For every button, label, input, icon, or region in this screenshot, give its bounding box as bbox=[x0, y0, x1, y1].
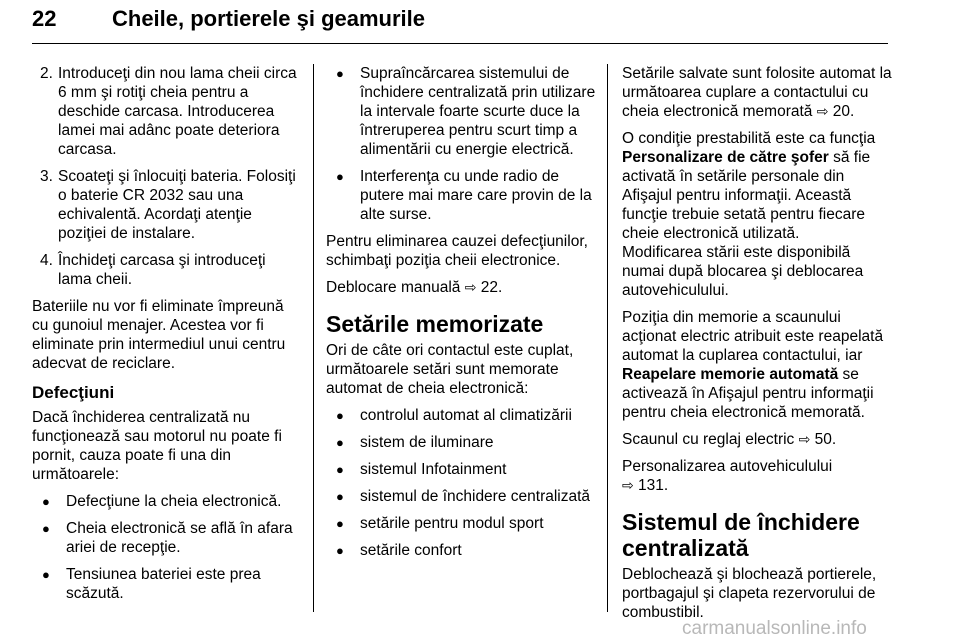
section-heading-central-locking: Sistemul de închidere centralizată bbox=[622, 509, 860, 561]
paragraph: O condiţie prestabilită este ca funcţia Personalizare de către şofer să fie activată în setările personale din Afişajul pentru informaţii. Această funcţie trebuie setată pentru fiecare cheie electronică utilizată. bbox=[622, 130, 876, 242]
chapter-title: Cheile, portierele şi geamurile bbox=[112, 6, 426, 31]
list-item: ● sistem de iluminare bbox=[326, 433, 598, 452]
list-item: ● Supraîncărcarea sistemului de închidere centralizată prin utilizare la intervale foarte scurte duce la întreruperea pentru scurt timp a alimentării cu energie electrică. bbox=[326, 64, 598, 159]
list-item: ● setările pentru modul sport bbox=[326, 514, 598, 533]
list-item: ● controlul automat al climatizării bbox=[326, 406, 598, 425]
page-ref-icon: ⇨ bbox=[464, 279, 477, 295]
list-item: ● sistemul de închidere centralizată bbox=[326, 487, 598, 506]
section-intro: Ori de câte ori contactul este cuplat, următoarele setări sunt memorate automat de cheia electronică: bbox=[326, 342, 574, 397]
page-ref-link[interactable]: 20. bbox=[832, 103, 855, 120]
page-ref-link[interactable]: 50. bbox=[814, 431, 837, 448]
watermark: carmanualsonline.info bbox=[682, 618, 867, 639]
paragraph: Personalizarea autovehiculului ⇨ 131. bbox=[622, 458, 833, 494]
faults-heading: Defecţiuni bbox=[32, 383, 115, 402]
settings-list bbox=[326, 406, 598, 560]
list-item: ● sistemul Infotainment bbox=[326, 460, 598, 479]
paragraph: Modificarea stării este disponibilă numai după blocarea şi deblocarea autovehiculului. bbox=[622, 244, 864, 299]
page-header bbox=[32, 2, 888, 44]
battery-steps bbox=[32, 64, 302, 289]
paragraph: Scaunul cu reglaj electric ⇨ 50. bbox=[622, 431, 837, 448]
faults-list-continued bbox=[326, 64, 598, 224]
column-middle bbox=[326, 64, 598, 568]
page-ref-link[interactable]: 22. bbox=[480, 279, 503, 296]
page-ref-icon: ⇨ bbox=[622, 477, 634, 493]
menu-option-label: Reapelare memorie automată bbox=[622, 366, 839, 383]
paragraph: Poziţia din memorie a scaunului acţionat electric atribuit este reapelată automat la cuplarea contactului, iar Reapelare memorie automată se activează în Afişajul pentru informaţii pentru cheia electronică memorată. bbox=[622, 309, 884, 421]
remedy-text: Pentru eliminarea cauzei defecţiunilor, schimbaţi poziţia cheii electronice. bbox=[326, 233, 588, 269]
faults-list bbox=[32, 492, 302, 603]
paragraph: Deblochează şi blochează portierele, portbagajul şi clapeta rezervorului de combustibil. bbox=[622, 566, 877, 621]
list-item: ● Tensiunea bateriei este prea scăzută. bbox=[32, 565, 302, 603]
step-item: 3. Scoateţi şi înlocuiţi bateria. Folosiţi o baterie CR 2032 sau una echivalentă. Acordaţi atenţie poziţiei de instalare. bbox=[40, 168, 296, 242]
page-ref-link[interactable]: 131. bbox=[638, 477, 669, 494]
list-item: ● Defecţiune la cheia electronică. bbox=[32, 492, 302, 511]
section-heading-memorized: Setările memorizate bbox=[326, 311, 544, 337]
list-item: ● setările confort bbox=[326, 541, 598, 560]
column-left bbox=[32, 64, 302, 611]
page-number: 22 bbox=[32, 6, 57, 31]
menu-option-label: Personalizare de către şofer bbox=[622, 149, 829, 166]
disposal-text: Bateriile nu vor fi eliminate împreună cu gunoiul menajer. Acestea vor fi eliminate prin intermediul unui centru adecvat de reciclare. bbox=[32, 298, 286, 372]
manual-unlock-ref: Deblocare manuală ⇨ 22. bbox=[326, 279, 503, 296]
paragraph: Setările salvate sunt folosite automat la următoarea cuplare a contactului cu cheia electronică memorată ⇨ 20. bbox=[622, 65, 892, 120]
faults-intro: Dacă închiderea centralizată nu funcţionează sau motorul nu poate fi pornit, cauza poate fi una din următoarele: bbox=[32, 409, 282, 483]
step-item: 2. Introduceţi din nou lama cheii circa 6 mm şi rotiţi cheia pentru a deschide carcasa. Introducerea lamei mai adânc poate deteriora carcasa. bbox=[40, 65, 297, 158]
column-divider bbox=[607, 64, 608, 612]
list-item: ● Interferenţa cu unde radio de putere mai mare care provin de la alte surse. bbox=[326, 167, 598, 224]
page-ref-icon: ⇨ bbox=[816, 103, 829, 119]
column-divider bbox=[313, 64, 314, 612]
list-item: ● Cheia electronică se află în afara ariei de recepţie. bbox=[32, 519, 302, 557]
step-item: 4. Închideţi carcasa şi introduceţi lama cheii. bbox=[40, 252, 266, 288]
page-ref-icon: ⇨ bbox=[798, 431, 811, 447]
column-right bbox=[622, 64, 894, 630]
